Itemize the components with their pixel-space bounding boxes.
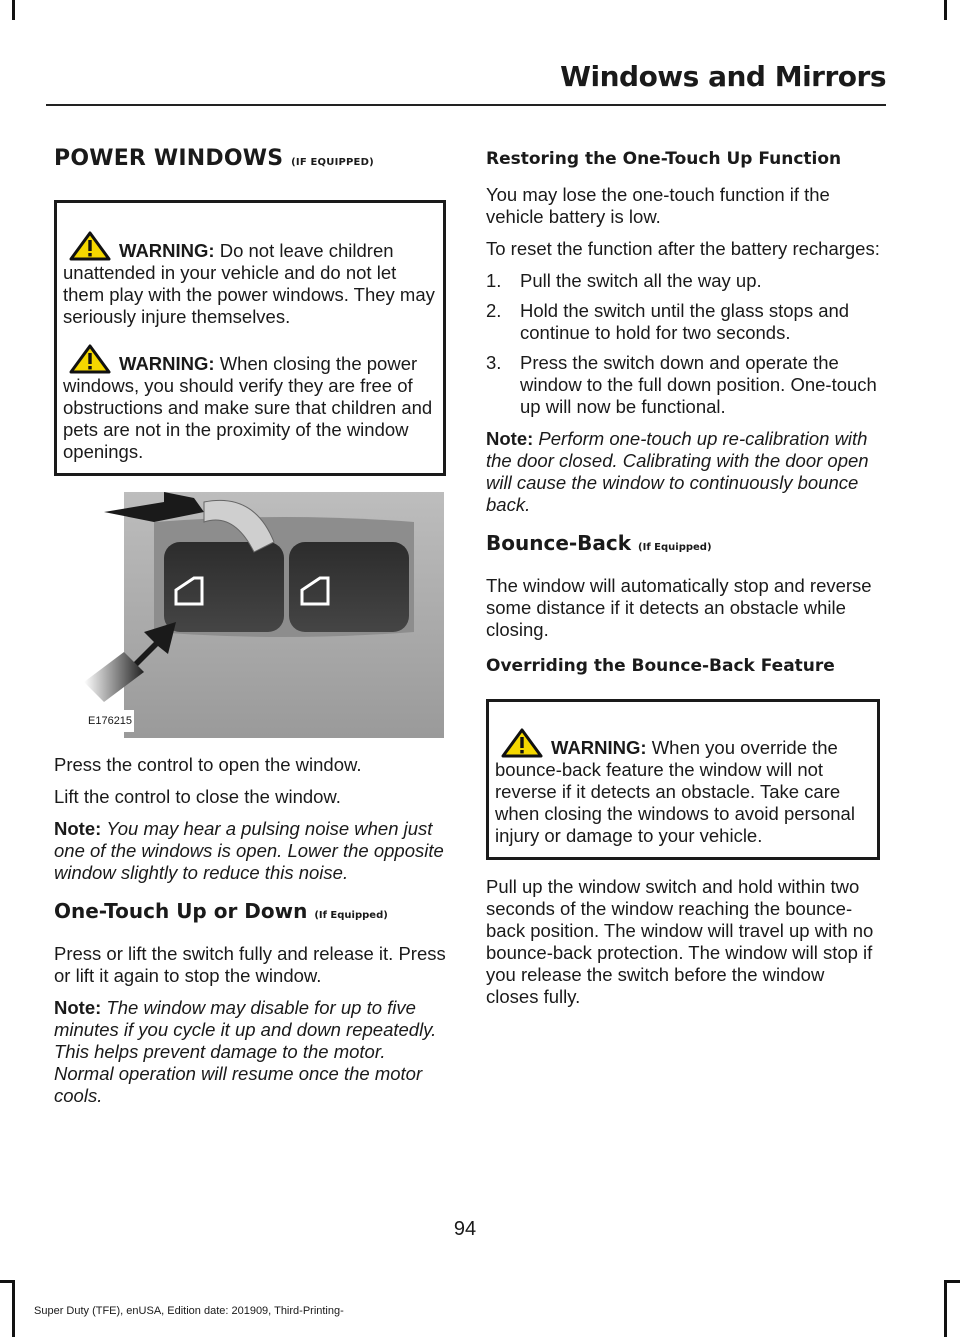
warning-label: WARNING:	[551, 737, 647, 758]
crop-mark-bottom-left-h	[0, 1280, 15, 1283]
note	[54, 818, 446, 884]
body-paragraph: The window will automatically stop and reverse some distance if it detects an obstacle while closing.	[486, 575, 872, 640]
note-label: Note:	[54, 818, 102, 839]
note-label: Note:	[54, 997, 102, 1018]
step-text: Press the switch down and operate the window to the full down position. One-touch up will now be functional.	[520, 352, 877, 417]
crop-mark-bottom-right-h	[944, 1280, 960, 1283]
section-title: POWER WINDOWS (IF EQUIPPED)	[54, 146, 374, 171]
body-paragraph: You may lose the one-touch function if the vehicle battery is low.	[486, 184, 830, 227]
body-paragraph: Press or lift the switch fully and release it. Press or lift it again to stop the window.	[54, 943, 446, 986]
warning-triangle-icon	[501, 728, 543, 758]
crop-mark-top-right	[944, 0, 947, 20]
note	[54, 997, 446, 1107]
header-rule	[46, 104, 886, 106]
crop-mark-top-left	[12, 0, 15, 20]
subsection-tag: (If Equipped)	[638, 542, 712, 553]
subsection-title: Restoring the One-Touch Up Function	[486, 149, 842, 169]
page-number: 94	[453, 1218, 477, 1240]
step-number: 1.	[486, 270, 502, 291]
warning-item	[63, 344, 437, 463]
warning-label: WARNING:	[119, 353, 215, 374]
subsection-title: Overriding the Bounce-Back Feature	[486, 656, 835, 676]
note-label: Note:	[486, 428, 534, 449]
step-item	[486, 300, 880, 344]
crop-mark-bottom-left	[12, 1280, 15, 1337]
step-number: 2.	[486, 300, 502, 321]
note	[486, 428, 880, 516]
subsection-tag: (If Equipped)	[314, 910, 388, 921]
note-text: You may hear a pulsing noise when just one of the windows is open. Lower the opposite window slightly to reduce this noise.	[54, 818, 444, 883]
note-text: The window may disable for up to five minutes if you cycle it up and down repeatedly. This helps prevent damage to the motor. Normal operation will resume once the motor cools.	[54, 997, 437, 1106]
subsection-title: Bounce-Back (If Equipped)	[486, 531, 712, 555]
warning-item	[63, 231, 437, 328]
body-paragraph: To reset the function after the battery recharges:	[486, 238, 880, 259]
warning-box	[54, 200, 446, 476]
step-item	[486, 270, 880, 292]
body-paragraph: Lift the control to close the window.	[54, 786, 341, 807]
warning-triangle-icon	[69, 344, 111, 374]
section-tag: (IF EQUIPPED)	[291, 157, 374, 168]
right-column	[486, 140, 880, 1018]
body-paragraph: Pull up the window switch and hold within two seconds of the window reaching the bounce-back position. The window will travel up with no bounce-back protection. The window will stop if you release the switch before the window closes fully.	[486, 876, 874, 1007]
window-switch-illustration	[84, 492, 444, 738]
window-switch-figure	[84, 492, 444, 738]
body-paragraph: Press the control to open the window.	[54, 754, 362, 775]
page-header-title: Windows and Mirrors	[560, 60, 886, 93]
subsection-title: One-Touch Up or Down (If Equipped)	[54, 899, 388, 923]
step-text: Hold the switch until the glass stops and continue to hold for two seconds.	[520, 300, 850, 343]
warning-text: Do not leave children unattended in your vehicle and do not let them play with the power windows. They may seriously injure themselves.	[63, 240, 435, 327]
warning-text: When you override the bounce-back feature the window will not reverse if it detects an obstacle. Take care when closing the windows to avoid personal injury or damage to your vehicle.	[495, 737, 855, 846]
warning-triangle-icon	[69, 231, 111, 261]
step-item	[486, 352, 880, 418]
footer-edition-text: Super Duty (TFE), enUSA, Edition date: 201909, Third-Printing-	[34, 1305, 344, 1317]
note-text: Perform one-touch up re-calibration with the door closed. Calibrating with the door open will cause the window to continuously bounce back.	[486, 428, 869, 515]
crop-mark-bottom-right	[944, 1280, 947, 1337]
step-list	[486, 270, 880, 418]
left-column	[54, 140, 446, 1117]
warning-box	[486, 699, 880, 860]
warning-item	[495, 728, 871, 847]
warning-text: When closing the power windows, you should verify they are free of obstructions and make sure that children and pets are not in the proximity of the window openings.	[63, 353, 433, 462]
step-text: Pull the switch all the way up.	[520, 270, 762, 291]
warning-label: WARNING:	[119, 240, 215, 261]
figure-code: E176215	[86, 710, 134, 732]
step-number: 3.	[486, 352, 502, 373]
